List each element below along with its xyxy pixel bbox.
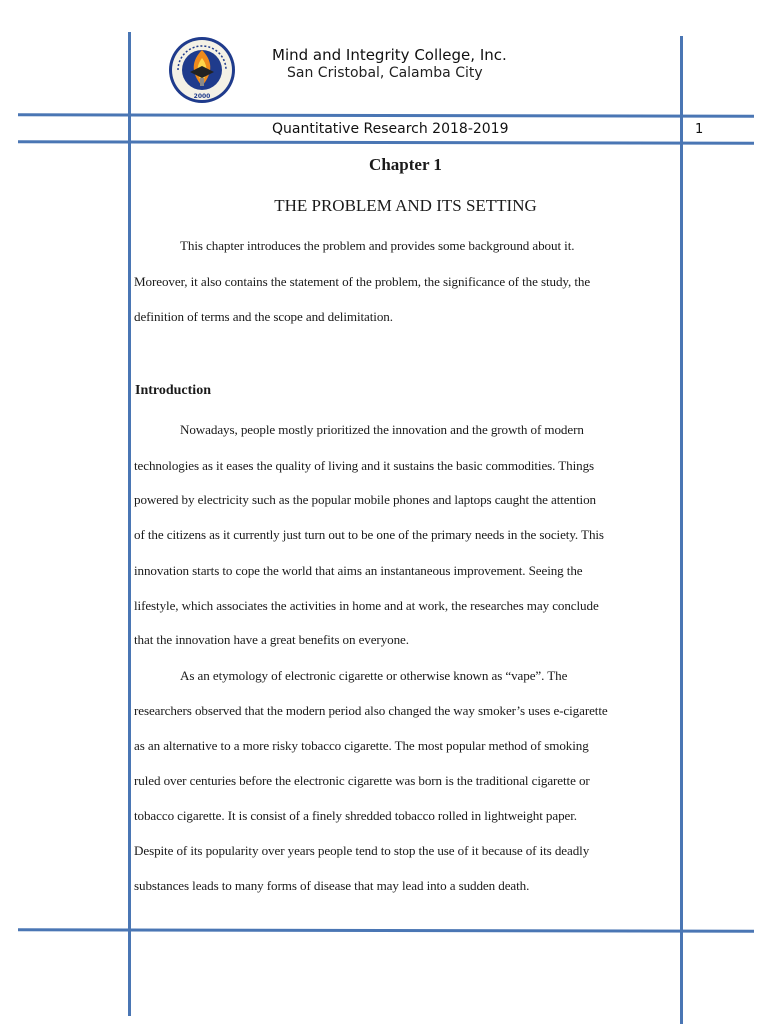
page-number: 1: [695, 122, 704, 137]
paragraph-line: as an alternative to a more risky tobacco cigarette. The most popular method of smoking: [134, 738, 589, 753]
course-title: Quantitative Research 2018-2019: [272, 121, 509, 137]
paragraph-line: substances leads to many forms of disease that may lead into a sudden death.: [134, 878, 530, 893]
paragraph-line: innovation starts to cope the world that aims an instantaneous improvement. Seeing the: [134, 563, 583, 578]
margin-line-left: [128, 32, 131, 1016]
paragraph-line: powered by electricity such as the popular mobile phones and laptops caught the attention: [134, 492, 596, 507]
college-address: San Cristobal, Calamba City: [287, 65, 483, 81]
paragraph-line: Despite of its popularity over years people tend to stop the use of it because of its deadly: [134, 843, 590, 858]
intro-line: This chapter introduces the problem and provides some background about it.: [180, 238, 575, 253]
svg-text:2000: 2000: [193, 93, 211, 100]
margin-line-right: [680, 36, 683, 1024]
paragraph-line: researchers observed that the modern period also changed the way smoker’s uses e-cigarette: [134, 703, 608, 718]
section-heading-introduction: Introduction: [135, 383, 211, 398]
paragraph-line: lifestyle, which associates the activities in home and at work, the researches may conclude: [134, 598, 599, 613]
college-seal-icon: [168, 36, 236, 104]
paragraph-line: As an etymology of electronic cigarette or otherwise known as “vape”. The: [180, 668, 568, 683]
intro-line: definition of terms and the scope and delimitation.: [134, 309, 393, 324]
intro-line: Moreover, it also contains the statement of the problem, the significance of the study, the: [134, 274, 591, 289]
paragraph-line: ruled over centuries before the electronic cigarette was born is the traditional cigarette or: [134, 773, 590, 788]
paragraph-line: Nowadays, people mostly prioritized the innovation and the growth of modern: [180, 422, 584, 437]
paragraph-line: that the innovation have a great benefits on everyone.: [134, 632, 409, 647]
paragraph-line: tobacco cigarette. It is consist of a finely shredded tobacco rolled in lightweight paper.: [134, 808, 577, 823]
paragraph-line: of the citizens as it currently just turn out to be one of the primary needs in the society. This: [134, 527, 604, 542]
college-name: Mind and Integrity College, Inc.: [272, 46, 507, 64]
chapter-label: Chapter 1: [369, 155, 442, 174]
paragraph-line: technologies as it eases the quality of living and it sustains the basic commodities. Things: [134, 458, 595, 473]
chapter-title: THE PROBLEM AND ITS SETTING: [274, 196, 537, 215]
